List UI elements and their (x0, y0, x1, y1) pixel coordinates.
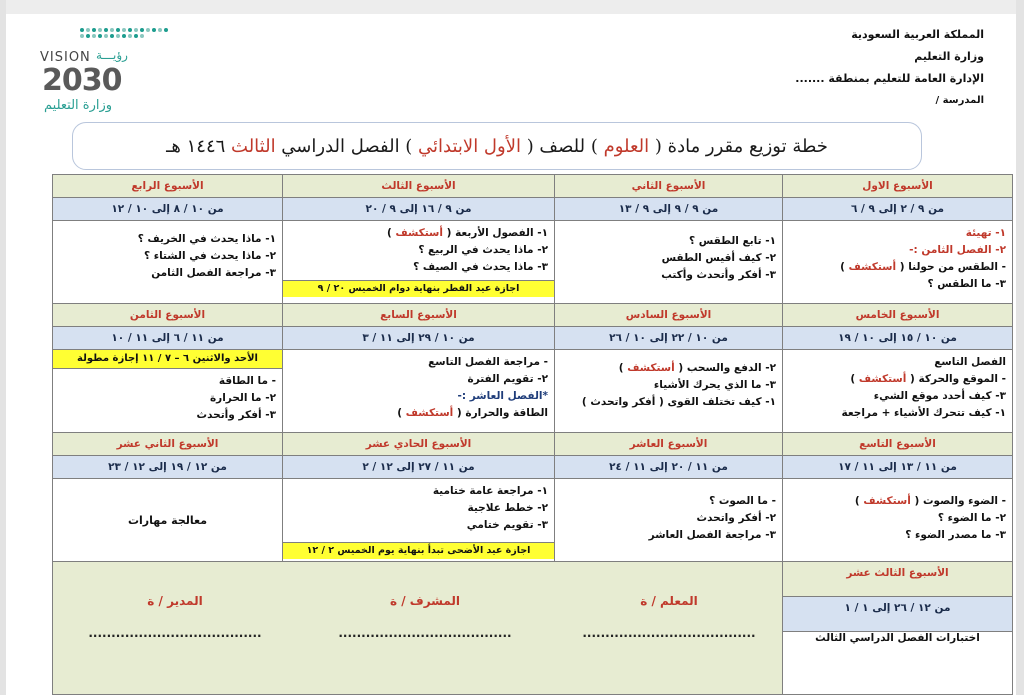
logo-vision-text: VISION (40, 50, 91, 65)
title-subject: العلوم (603, 135, 650, 157)
supervisor-signature-line: ...................................... (338, 626, 512, 640)
lesson-line: ٢- الفصل الثامن :- (909, 244, 1006, 256)
distribution-plan-table (52, 174, 1013, 695)
week-12-title: الأسبوع الثاني عشر (53, 433, 283, 456)
header-directorate: الإدارة العامة للتعليم بمنطقة ....... (795, 72, 984, 85)
lesson-line: ١- الفصول الأربعة ( أستكشف ) (386, 227, 548, 239)
week-10-lessons (555, 479, 783, 562)
teacher-signature-line: ...................................... (582, 626, 756, 640)
logo-ruya-text: رؤيـــة (96, 48, 128, 62)
teacher-label: المعلم / ة (640, 594, 698, 608)
week-6-lessons (555, 350, 783, 433)
week-4-lessons (53, 221, 283, 304)
lesson-line: ٢- ما الحرارة (209, 392, 276, 404)
title-part-1: خطة توزيع مقرر مادة ( (649, 135, 828, 157)
header-ministry: وزارة التعليم (914, 50, 984, 63)
week-3-title: الأسبوع الثالث (283, 175, 555, 198)
lesson-line: ٢- ماذا يحدث في الشتاء ؟ (143, 250, 276, 262)
logo-dots (80, 28, 170, 38)
week-2-dates: من ٩ / ٩ إلى ٩ / ١٣ (555, 198, 783, 221)
week-11-title: الأسبوع الحادي عشر (283, 433, 555, 456)
week-12-dates: من ١٢ / ١٩ إلى ١٢ / ٢٣ (53, 456, 283, 479)
lesson-line: ٣- كيف أحدد موقع الشيء (873, 390, 1006, 402)
lesson-line: اختبارات الفصل الدراسي الثالث (815, 632, 980, 645)
lesson-line: ١- ماذا يحدث في الخريف ؟ (137, 233, 276, 245)
week-8-lessons (53, 350, 283, 433)
table-row (53, 562, 1013, 597)
long-weekend-holiday-note: الأحد والاثنين ٦ – ٧ / ١١ إجازة مطولة (53, 350, 282, 369)
week-5-dates: من ١٠ / ١٥ إلى ١٠ / ١٩ (783, 327, 1013, 350)
lesson-line: ٣- ما الذي يحرك الأشياء (653, 379, 776, 391)
lesson-line: ٣- ما الطقس ؟ (927, 278, 1006, 290)
table-row (53, 479, 1013, 562)
lesson-line: الطاقة والحرارة ( أستكشف ) (397, 407, 548, 419)
lesson-line: ٢- تقويم الفترة (467, 373, 548, 385)
plan-title (72, 122, 922, 170)
principal-signature (80, 594, 270, 640)
lesson-line: *الفصل العاشر :- (457, 390, 548, 402)
week-10-title: الأسبوع العاشر (555, 433, 783, 456)
lesson-line: ٣- مراجعة الفصل العاشر (648, 529, 776, 541)
week-6-title: الأسبوع السادس (555, 304, 783, 327)
lesson-line: ٢- خطط علاجية (467, 502, 548, 514)
window-top-edge (0, 0, 1024, 14)
week-2-title: الأسبوع الثاني (555, 175, 783, 198)
lesson-line: معالجة مهارات (127, 513, 208, 527)
lesson-line: ٣- مراجعة الفصل الثامن (151, 267, 276, 279)
week-8-dates: من ١١ / ٦ إلى ١١ / ١٠ (53, 327, 283, 350)
week-9-title: الأسبوع التاسع (783, 433, 1013, 456)
week-1-lessons (783, 221, 1013, 304)
week-2-lessons (555, 221, 783, 304)
logo-year-text: 2030 (42, 63, 122, 98)
title-grade: الأول الابتدائي (418, 135, 521, 157)
lesson-line: - الطقس من حولنا ( أستكشف ) (840, 261, 1006, 273)
week-4-dates: من ١٠ / ٨ إلى ١٠ / ١٢ (53, 198, 283, 221)
lesson-line: ٣- ماذا يحدث في الصيف ؟ (413, 261, 548, 273)
table-row (53, 350, 1013, 433)
eid-fitr-holiday-note: اجازة عيد الفطر بنهاية دوام الخميس ٢٠ / ٩ (283, 280, 554, 297)
lesson-line: - الضوء والصوت ( أستكشف ) (854, 495, 1006, 507)
lesson-line: ٢- أفكر واتحدث (696, 512, 776, 524)
lesson-line: ٣- أفكر وأتحدث وأكتب (661, 269, 776, 281)
ministry-header (795, 24, 984, 112)
lesson-line: ١- كيف تتحرك الأشياء + مراجعة (841, 407, 1006, 419)
week-8-title: الأسبوع الثامن (53, 304, 283, 327)
week-10-dates: من ١١ / ٢٠ إلى ١١ / ٢٤ (555, 456, 783, 479)
lesson-line: ٢- كيف أقيس الطقس (661, 252, 776, 264)
teacher-signature (574, 594, 764, 640)
logo-ministry-text: وزارة التعليم (44, 98, 113, 113)
title-part-4: ١٤٤٦ هـ (166, 135, 232, 157)
lesson-line: ١- كيف تختلف القوى ( أفكر واتحدث ) (581, 396, 776, 408)
week-11-dates: من ١١ / ٢٧ إلى ١٢ / ٢ (283, 456, 555, 479)
week-11-lessons (283, 479, 555, 562)
header-school: المدرسة / (935, 95, 984, 106)
principal-label: المدير / ة (147, 594, 203, 608)
week-5-title: الأسبوع الخامس (783, 304, 1013, 327)
week-1-title: الأسبوع الاول (783, 175, 1013, 198)
week-12-lessons (53, 479, 283, 562)
week-7-dates: من ١٠ / ٢٩ إلى ١١ / ٣ (283, 327, 555, 350)
table-row (53, 198, 1013, 221)
table-row (53, 304, 1013, 327)
week-3-dates: من ٩ / ١٦ إلى ٩ / ٢٠ (283, 198, 555, 221)
lesson-line: - الموقع والحركة ( أستكشف ) (850, 373, 1006, 385)
lesson-line: ٢- ماذا يحدث في الربيع ؟ (418, 244, 548, 256)
lesson-line: ٣- أفكر وأتحدث (196, 409, 276, 421)
lesson-line: ١- تهيئة (965, 227, 1006, 239)
week-6-dates: من ١٠ / ٢٢ إلى ١٠ / ٢٦ (555, 327, 783, 350)
week-13-lessons (783, 632, 1013, 695)
table-row (53, 327, 1013, 350)
week-5-lessons (783, 350, 1013, 433)
week-9-dates: من ١١ / ١٣ إلى ١١ / ١٧ (783, 456, 1013, 479)
week-3-lessons (283, 221, 555, 304)
week-13-title: الأسبوع الثالث عشر (783, 562, 1013, 597)
title-part-2: ) للصف ( (520, 135, 604, 157)
header-country: المملكة العربية السعودية (851, 28, 984, 41)
window-left-edge (0, 0, 6, 695)
title-part-3: ) الفصل الدراسي (275, 135, 419, 157)
week-4-title: الأسبوع الرابع (53, 175, 283, 198)
lesson-line: ١- تابع الطقس ؟ (688, 235, 776, 247)
principal-signature-line: ...................................... (88, 626, 262, 640)
week-1-dates: من ٩ / ٢ إلى ٩ / ٦ (783, 198, 1013, 221)
lesson-line: ٢- الدفع والسحب ( أستكشف ) (618, 362, 776, 374)
week-9-lessons (783, 479, 1013, 562)
window-right-edge (1016, 0, 1024, 695)
lesson-line: - مراجعة الفصل التاسع (428, 356, 548, 368)
supervisor-signature (330, 594, 520, 640)
lesson-line: - ما الطاقة (218, 375, 276, 387)
lesson-line: ١- مراجعة عامة ختامية (432, 485, 548, 497)
title-term: الثالث (231, 135, 276, 157)
week-7-title: الأسبوع السابع (283, 304, 555, 327)
lesson-line: ٢- ما الضوء ؟ (937, 512, 1006, 524)
table-row (53, 175, 1013, 198)
lesson-line: - ما الصوت ؟ (709, 495, 776, 507)
vision-2030-logo (40, 28, 150, 116)
signatures-area (53, 562, 783, 695)
lesson-line: ٣- ما مصدر الضوء ؟ (905, 529, 1006, 541)
lesson-line: ٣- تقويم ختامي (466, 519, 548, 531)
table-row (53, 221, 1013, 304)
table-row (53, 456, 1013, 479)
week-13-dates: من ١٢ / ٢٦ إلى ١ / ١ (783, 597, 1013, 632)
supervisor-label: المشرف / ة (389, 594, 461, 608)
lesson-line: الفصل التاسع (934, 356, 1006, 368)
week-7-lessons (283, 350, 555, 433)
table-row (53, 433, 1013, 456)
eid-adha-holiday-note: اجازة عيد الأضحى تبدأ بنهاية يوم الخميس ٢ / ١٢ (283, 542, 554, 559)
